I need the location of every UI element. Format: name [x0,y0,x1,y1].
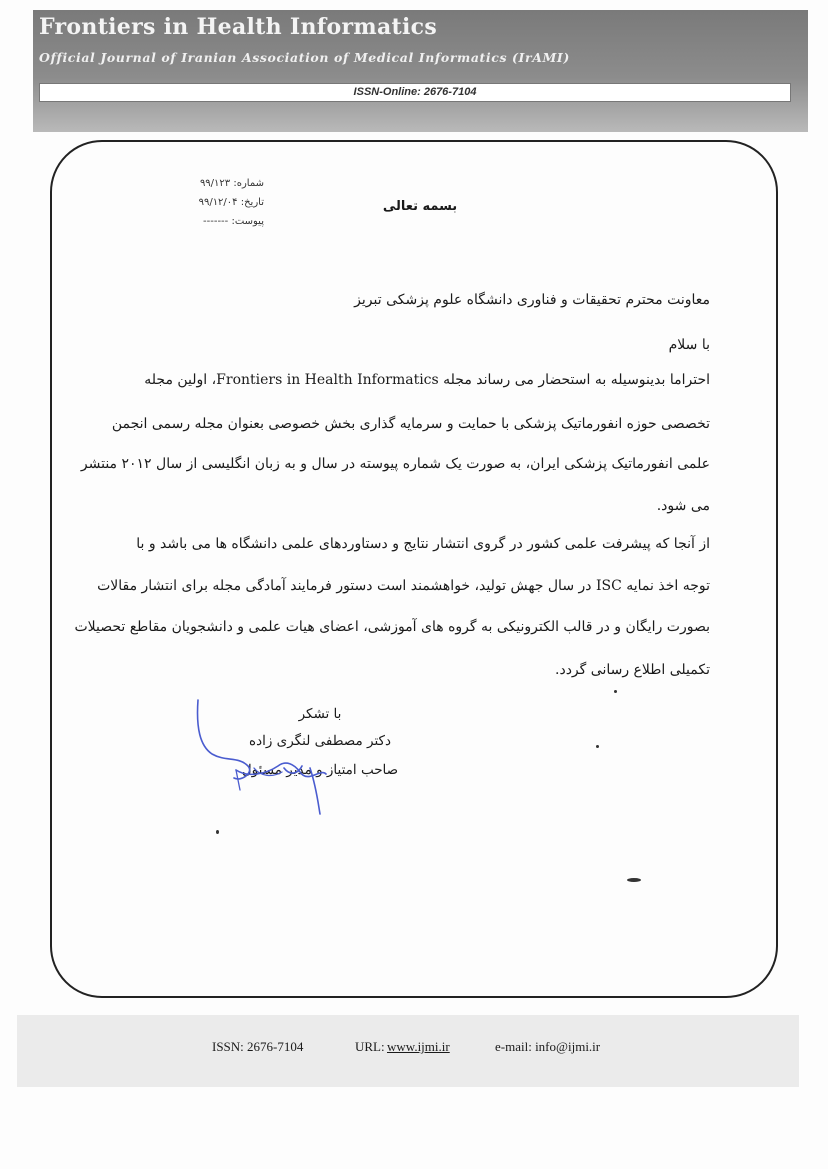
scan-mark [596,745,599,748]
body-line: علمی انفورماتیک پزشکی ایران، به صورت یک شماره پیوسته در سال و به زبان انگلیسی از سال ۲۰۱۲ منتشر [80,456,710,472]
greeting-line: با سلام [668,337,710,353]
handwritten-signature [190,698,340,818]
footer-issn: ISSN: 2676-7104 [212,1039,304,1054]
body-line: می شود. [656,498,710,514]
footer-url-label: URL: [355,1039,385,1054]
signatory-name: دکتر مصطفی لنگری زاده [249,733,391,749]
body-line: از آنجا که پیشرفت علمی کشور در گروی انتشار نتایج و دستاوردهای علمی دانشگاه ها می باشد و با [136,536,710,552]
letter-attachment: پیوست: ------- [203,216,264,227]
scan-mark [627,878,641,882]
signatory-position: صاحب امتیاز و مدیر مسئول [241,762,399,778]
body-line: توجه اخذ نمایه ISC در سال جهش تولید، خواهشمند است دستور فرمایند آمادگی مجله برای انتشار مقالات [97,578,710,594]
footer-url-link[interactable]: www.ijmi.ir [387,1039,450,1054]
journal-title: Frontiers in Health Informatics [39,14,438,40]
footer-email: e-mail: info@ijmi.ir [495,1039,601,1054]
scan-mark [216,830,219,834]
issn-online-bar: ISSN-Online: 2676-7104 [39,83,791,102]
letter-date: تاریخ: ۹۹/۱۲/۰۴ [198,197,264,208]
closing-thanks: با تشکر [298,706,342,722]
letterhead-header [33,10,808,132]
body-line: تخصصی حوزه انفورماتیک پزشکی با حمایت و سرمایه گذاری بخش خصوصی بعنوان مجله رسمی انجمن [111,416,710,432]
letterhead-footer [17,1015,799,1087]
basmala-heading: بسمه تعالی [382,199,458,214]
scan-mark [614,690,617,693]
letter-frame [50,140,778,998]
recipient-line: معاونت محترم تحقیقات و فناوری دانشگاه علوم پزشکی تبریز [354,292,710,308]
body-line: تکمیلی اطلاع رسانی گردد. [555,662,710,678]
body-line: احتراما بدینوسیله به استحضار می رساند مجله Frontiers in Health Informatics، اولین مجله [144,372,710,388]
body-line: بصورت رایگان و در قالب الکترونیکی به گروه های آموزشی، اعضای هیات علمی و دانشجویان مقاطع تحصیلات [74,619,710,635]
journal-subtitle: Official Journal of Iranian Association of Medical Informatics (IrAMI) [39,50,570,65]
letter-number: شماره: ۹۹/۱۲۳ [199,178,264,189]
